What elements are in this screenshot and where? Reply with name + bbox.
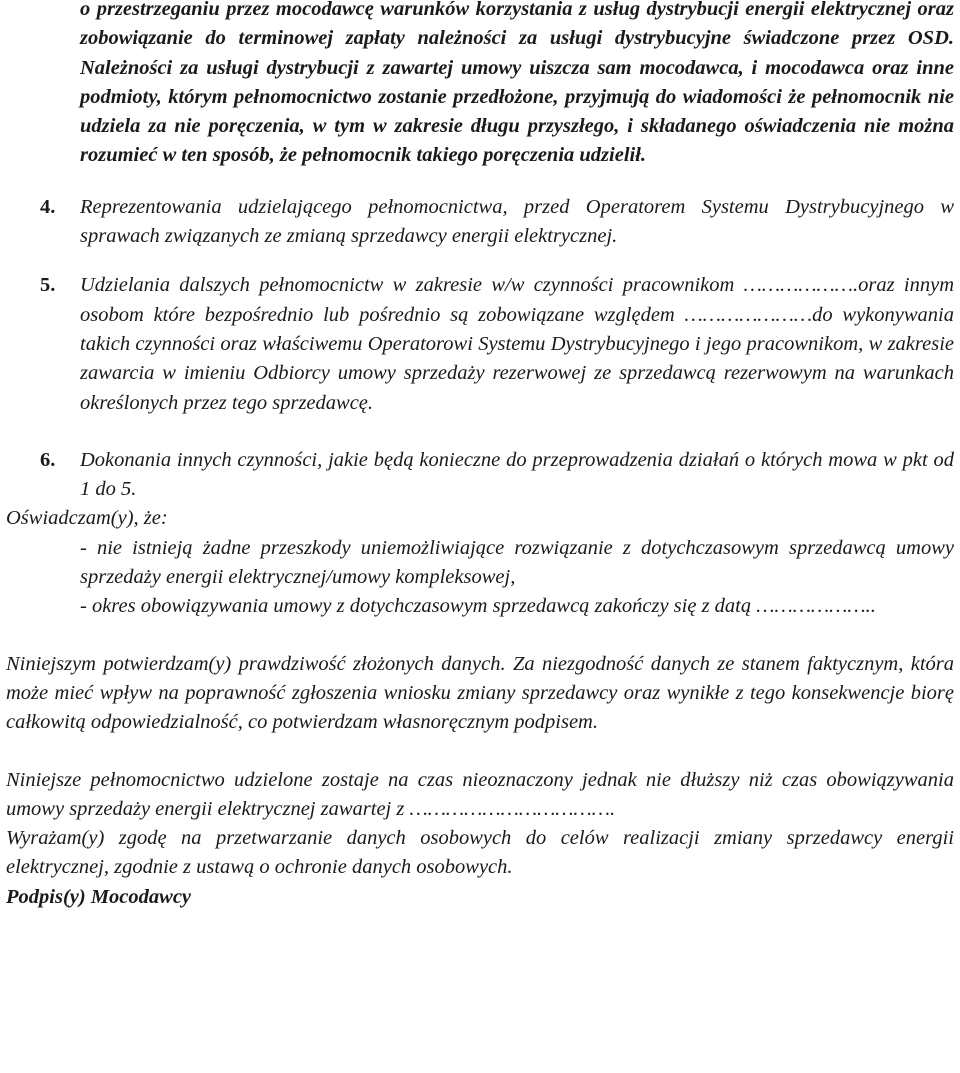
consent-paragraph: Wyrażam(y) zgodę na przetwarzanie danych osobowych do celów realizacji zmiany sprzedawcy energii elektrycznej, zgodnie z ustawą o ochronie danych osobowych. [6, 827, 954, 879]
item-6 [0, 446, 954, 505]
item-4-number: 4. [40, 195, 56, 218]
item-4-text: Reprezentowania udzielającego pełnomocnictwa, przed Operatorem Systemu Dystrybucyjnego w sprawach związanych ze zmianą sprzedawcy energii elektrycznej. [80, 195, 954, 248]
item-4 [0, 193, 954, 252]
item-5 [0, 271, 954, 417]
declaration-heading: Oświadczam(y), że: [6, 507, 168, 530]
declaration-line-1: - nie istnieją żadne przeszkody uniemożliwiające rozwiązanie z dotychczasowym sprzedawcą umowy sprzedaży energii elektrycznej/umowy kompleksowej, [80, 536, 954, 589]
declaration-line-2: - okres obowiązywania umowy z dotychczasowym sprzedawcą zakończy się z datą ……………….. [80, 595, 876, 618]
item-6-number: 6. [40, 448, 56, 471]
signature-label: Podpis(y) Mocodawcy [6, 885, 192, 908]
confirmation-paragraph: Niniejszym potwierdzam(y) prawdziwość złożonych danych. Za niezgodność danych ze stanem faktycznym, która może mieć wpływ na poprawność zgłoszenia wniosku zmiany sprzedawcy oraz wynikłe z tego konsekwencje biorę całkowitą odpowiedzialność, co potwierdzam własnoręcznym podpisem. [6, 652, 954, 734]
paragraph-3-continuation [0, 0, 954, 171]
item-5-text: Udzielania dalszych pełnomocnictw w zakresie w/w czynności pracownikom ……………….oraz innym osobom które bezpośrednio lub pośrednio są zobowiązane względem …………………do wykonywania takich czynności oraz właściwemu Operatorowi Systemu Dystrybucyjnego i jego pracownikom, w zakresie zawarcia w imieniu Odbiorcy umowy sprzedaży rezerwowej ze sprzedawcą rezerwowym na warunkach określonych przez tego sprzedawcę. [80, 274, 954, 414]
item-6-text: Dokonania innych czynności, jakie będą konieczne do przeprowadzenia działań o których mowa w pkt od 1 do 5. [80, 448, 954, 501]
validity-paragraph: Niniejsze pełnomocnictwo udzielone zostaje na czas nieoznaczony jednak nie dłuższy niż czas obowiązywania umowy sprzedaży energii elektrycznej zawartej z ……………………………. [6, 768, 954, 820]
paragraph-3-part1: o przestrzeganiu przez mocodawcę warunków korzystania z usług dystrybucji energii elektrycznej oraz zobowiązanie do terminowej zapłaty należności za usługi dystrybucyjne świadczone przez OSD. [80, 0, 954, 50]
item-5-number: 5. [40, 274, 56, 297]
paragraph-3-part2: Należności za usługi dystrybucji z zawartej umowy uiszcza sam mocodawca, i mocodawca oraz inne podmioty, którym pełnomocnictwo zostanie przedłożone, przyjmują do wiadomości że pełnomocnik nie udziela za nie poręczenia, w tym w zakresie długu przyszłego, i składanego oświadczenia nie można rozumieć w ten sposób, że pełnomocnik takiego poręczenia udzielił. [80, 56, 954, 167]
